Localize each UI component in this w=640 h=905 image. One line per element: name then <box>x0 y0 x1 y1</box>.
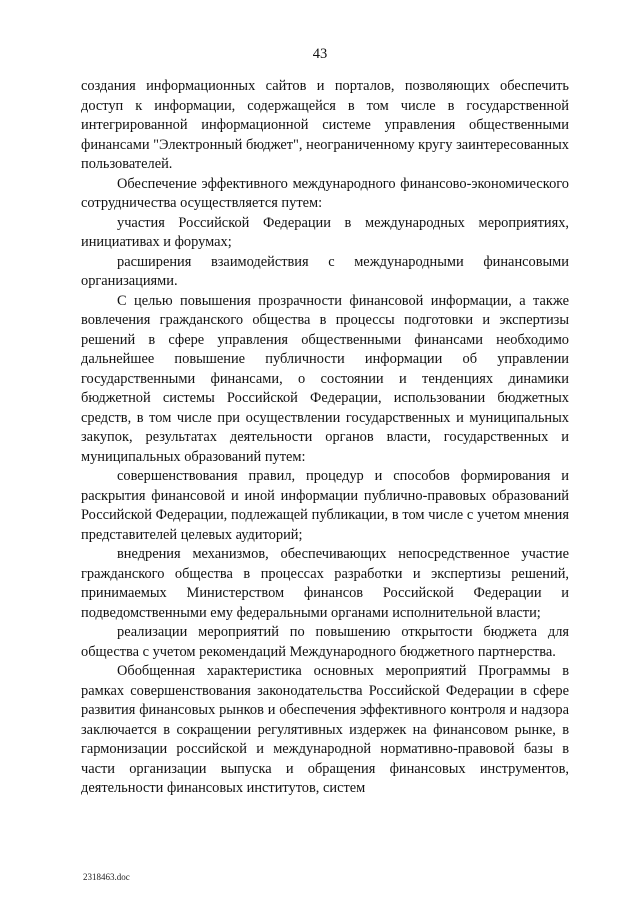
paragraph-continuation: создания информационных сайтов и порталов, позволяющих обеспечить доступ к информации, содержащейся в том числе в государственной интегрированной информационной системе управления общественными финансами "Электронный бюджет", неограниченному кругу заинтересованных пользователей. <box>81 78 569 172</box>
list-item: реализации мероприятий по повышению открытости бюджета для общества с учетом рекомендаций Международного бюджетного партнерства. <box>81 624 569 660</box>
list-item: внедрения механизмов, обеспечивающих непосредственное участие гражданского общества в процессах разработки и экспертизы решений, принимаемых Министерством финансов Российской Федерации и подведомственными ему федеральными органами исполнительной власти; <box>81 546 569 621</box>
list-item: участия Российской Федерации в международных мероприятиях, инициативах и форумах; <box>81 214 569 250</box>
page-number: 43 <box>312 46 328 62</box>
paragraph: Обеспечение эффективного международного финансово-экономического сотрудничества осуществляется путем: <box>81 175 569 211</box>
list-item: совершенствования правил, процедур и способов формирования и раскрытия финансовой и иной информации публично-правовых образований Российской Федерации, подлежащей публикации, в том числе с учетом мнения представителей целевых аудиторий; <box>81 468 569 543</box>
list-item: расширения взаимодействия с международными финансовыми организациями. <box>81 253 569 289</box>
footer-filename: 2318463.doc <box>83 872 130 882</box>
document-body <box>81 77 569 799</box>
paragraph: Обобщенная характеристика основных мероприятий Программы в рамках совершенствования законодательства Российской Федерации в сфере развития финансовых рынков и обеспечения эффективного контроля и надзора заключается в сокращении регулятивных издержек на финансовом рынке, в гармонизации российской и международной нормативно-правовой базы в части организации выпуска и обращения финансовых инструментов, деятельности финансовых институтов, систем <box>81 663 569 796</box>
paragraph: С целью повышения прозрачности финансовой информации, а также вовлечения гражданского общества в процессы подготовки и экспертизы решений в сфере управления общественными финансами необходимо дальнейшее повышение публичности информации об управлении государственными финансами, о состоянии и тенденциях динамики бюджетной системы Российской Федерации, использовании бюджетных средств, в том числе при осуществлении государственных и муниципальных закупок, результатах деятельности органов власти, государственных и муниципальных образований путем: <box>81 292 569 465</box>
